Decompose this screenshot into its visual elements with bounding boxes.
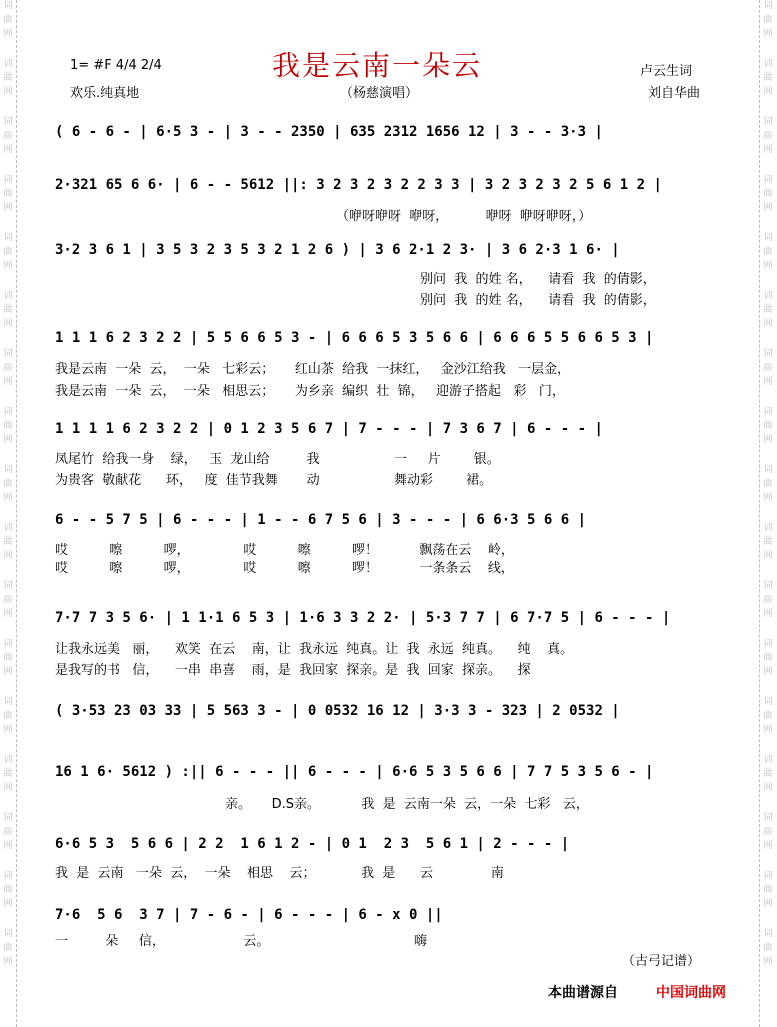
singer-credit: （杨慈演唱） (340, 86, 419, 101)
watermark-char: 网 (763, 609, 773, 619)
watermark-char: 曲 (3, 479, 13, 489)
watermark-char: 曲 (763, 711, 773, 721)
score-line-2: 2·321 65 6 6· | 6 - - 5612 ||: 3 2 3 2 3 2 2 3 3 | 3 2 3 2 3 2 5 6 1 2 | (55, 177, 662, 193)
watermark-char: 曲 (763, 653, 773, 663)
score-line-5: 1 1 1 1 6 2 3 2 2 | 0 1 2 3 5 6 7 | 7 - - - | 7 3 6 7 | 6 - - - | (55, 421, 603, 437)
watermark-char: 曲 (763, 537, 773, 547)
watermark-char: 网 (763, 841, 773, 851)
watermark-char: 词 (763, 59, 773, 69)
watermark-char: 词 (3, 407, 13, 417)
lyric-line: 是我写的书 信， 一串 串喜 雨，是 我回家 探亲。是 我 回家 探亲。 探 (55, 663, 531, 678)
lyric-line: 别问 我 的姓 名， 请看 我 的倩影， (420, 293, 656, 308)
watermark-char: 曲 (763, 479, 773, 489)
watermark-char: 网 (763, 319, 773, 329)
watermark-char: 曲 (3, 305, 13, 315)
watermark-char: 网 (3, 29, 13, 39)
transcriber-credit: （古弓记谱） (622, 954, 701, 969)
score-line-11: 7·6 5 6 3 7 | 7 - 6 - | 6 - - - | 6 - x 0 || (55, 907, 443, 923)
lyric-line: 凤尾竹 给我一身 绿， 玉 龙山给 我 一 片 银。 (55, 452, 500, 467)
watermark-strip-left (0, 0, 17, 1027)
watermark-char: 网 (763, 145, 773, 155)
watermark-char: 网 (763, 725, 773, 735)
watermark-char: 曲 (763, 421, 773, 431)
watermark-char: 曲 (763, 131, 773, 141)
watermark-char: 曲 (3, 15, 13, 25)
watermark-char: 词 (3, 871, 13, 881)
watermark-char: 曲 (763, 885, 773, 895)
watermark-char: 词 (3, 59, 13, 69)
lyric-line: 别问 我 的姓 名， 请看 我 的倩影， (420, 272, 656, 287)
watermark-char: 词 (3, 523, 13, 533)
watermark-char: 网 (763, 29, 773, 39)
watermark-char: 网 (3, 493, 13, 503)
watermark-char: 词 (763, 697, 773, 707)
watermark-char: 网 (763, 667, 773, 677)
watermark-char: 曲 (3, 769, 13, 779)
watermark-char: 曲 (763, 363, 773, 373)
score-line-8: ( 3·53 23 03 33 | 5 563 3 - | 0 0532 16 12 | 3·3 3 - 323 | 2 0532 | (55, 703, 620, 719)
watermark-char: 词 (763, 871, 773, 881)
watermark-char: 词 (3, 813, 13, 823)
watermark-char: 曲 (763, 769, 773, 779)
watermark-char: 词 (3, 175, 13, 185)
lyric-line: 我是云南 一朵 云， 一朵 七彩云； 红山茶 给我 一抹红， 金沙江给我 一层金， (55, 362, 571, 377)
watermark-char: 词 (763, 349, 773, 359)
watermark-char: 网 (3, 899, 13, 909)
watermark-char: 曲 (3, 73, 13, 83)
watermark-char: 网 (3, 377, 13, 387)
watermark-char: 曲 (3, 711, 13, 721)
lyric-line: 哎 嚓 啰， 哎 嚓 啰！ 一条条云 线， (55, 561, 514, 576)
watermark-char: 曲 (763, 305, 773, 315)
watermark-char: 词 (763, 639, 773, 649)
watermark-char: 词 (3, 929, 13, 939)
score-line-1: ( 6 - 6 - | 6·5 3 - | 3 - - 2350 | 635 2312 1656 12 | 3 - - 3·3 | (55, 124, 603, 140)
watermark-char: 曲 (763, 247, 773, 257)
score-line-4: 1 1 1 6 2 3 2 2 | 5 5 6 6 5 3 - | 6 6 6 5 3 5 6 6 | 6 6 6 5 5 6 6 5 3 | (55, 330, 654, 346)
watermark-char: 网 (763, 899, 773, 909)
watermark-char: 网 (763, 783, 773, 793)
watermark-char: 网 (3, 551, 13, 561)
watermark-char: 网 (3, 145, 13, 155)
watermark-char: 词 (763, 465, 773, 475)
watermark-char: 网 (3, 667, 13, 677)
lyric-line: 我是云南 一朵 云， 一朵 相思云； 为乡亲 编织 壮 锦， 迎游子搭起 彩 门， (55, 384, 565, 399)
watermark-char: 网 (763, 957, 773, 967)
score-line-6: 6 - - 5 7 5 | 6 - - - | 1 - - 6 7 5 6 | 3 - - - | 6 6·3 5 6 6 | (55, 512, 587, 528)
watermark-char: 网 (3, 319, 13, 329)
watermark-char: 网 (3, 261, 13, 271)
watermark-char: 曲 (763, 827, 773, 837)
watermark-char: 词 (3, 581, 13, 591)
watermark-char: 词 (3, 349, 13, 359)
watermark-char: 曲 (3, 421, 13, 431)
page-title: 我是云南一朵云 (272, 49, 483, 82)
watermark-char: 词 (3, 697, 13, 707)
watermark-char: 曲 (3, 247, 13, 257)
watermark-char: 词 (763, 117, 773, 127)
watermark-char: 网 (3, 783, 13, 793)
watermark-char: 词 (763, 1, 773, 11)
score-line-10: 6·6 5 3 5 6 6 | 2 2 1 6 1 2 - | 0 1 2 3 5 6 1 | 2 - - - | (55, 836, 570, 852)
watermark-char: 网 (3, 609, 13, 619)
watermark-char: 词 (3, 465, 13, 475)
watermark-char: 曲 (763, 189, 773, 199)
watermark-char: 曲 (3, 189, 13, 199)
watermark-char: 词 (763, 175, 773, 185)
lyric-line: 我 是 云南 一朵 云， 一朵 相思 云； 我 是 云 南 (55, 866, 504, 881)
tempo-marking: 欢乐.纯真地 (70, 86, 140, 101)
watermark-char: 词 (3, 1, 13, 11)
watermark-char: 网 (763, 435, 773, 445)
watermark-char: 词 (763, 581, 773, 591)
lyric-line: 一 朵 信， 云。 嗨 (55, 934, 427, 949)
watermark-char: 网 (763, 261, 773, 271)
watermark-char: 曲 (3, 537, 13, 547)
watermark-char: 词 (763, 523, 773, 533)
watermark-char: 网 (3, 203, 13, 213)
source-label: 本曲谱源自 (548, 985, 618, 1001)
watermark-char: 曲 (763, 73, 773, 83)
watermark-char: 词 (763, 407, 773, 417)
watermark-char: 曲 (763, 595, 773, 605)
watermark-char: 词 (763, 813, 773, 823)
watermark-char: 曲 (3, 885, 13, 895)
watermark-char: 词 (763, 291, 773, 301)
watermark-char: 网 (763, 551, 773, 561)
watermark-char: 曲 (3, 131, 13, 141)
watermark-char: 曲 (3, 943, 13, 953)
lyric-line: 让我永远美 丽， 欢笑 在云 南，让 我永远 纯真。让 我 永远 纯真。 纯 真。 (55, 642, 574, 657)
lyric-line: 亲。 D.S亲。 我 是 云南一朵 云，一朵 七彩 云， (225, 797, 589, 812)
watermark-char: 网 (763, 377, 773, 387)
watermark-char: 曲 (3, 595, 13, 605)
watermark-char: 词 (3, 233, 13, 243)
watermark-strip-right (759, 0, 776, 1027)
watermark-char: 网 (3, 435, 13, 445)
watermark-char: 词 (763, 233, 773, 243)
watermark-char: 词 (3, 291, 13, 301)
watermark-char: 曲 (3, 653, 13, 663)
watermark-char: 网 (3, 957, 13, 967)
watermark-char: 词 (3, 117, 13, 127)
source-site-link[interactable]: 中国词曲网 (656, 985, 726, 1001)
score-line-3: 3·2 3 6 1 | 3 5 3 2 3 5 3 2 1 2 6 ) | 3 6 2·1 2 3· | 3 6 2·3 1 6· | (55, 242, 620, 258)
score-line-9: 16 1 6· 5612 ) :|| 6 - - - || 6 - - - | 6·6 5 3 5 6 6 | 7 7 5 3 5 6 - | (55, 764, 654, 780)
lyric-line: 哎 嚓 啰， 哎 嚓 啰！ 飘荡在云 岭， (55, 543, 514, 558)
lyric-line: 为贵客 敬献花 环， 度 佳节我舞 动 舞动彩 裙。 (55, 473, 493, 488)
watermark-char: 网 (3, 841, 13, 851)
lyricist-credit: 卢云生词 (640, 64, 693, 79)
watermark-char: 词 (763, 755, 773, 765)
key-signature: 1= #F 4/4 2/4 (70, 58, 162, 73)
score-line-7: 7·7 7 3 5 6· | 1 1·1 6 5 3 | 1·6 3 3 2 2· | 5·3 7 7 | 6 7·7 5 | 6 - - - | (55, 610, 671, 626)
watermark-char: 词 (763, 929, 773, 939)
watermark-char: 网 (763, 493, 773, 503)
watermark-char: 网 (763, 203, 773, 213)
composer-credit: 刘自华曲 (648, 86, 701, 101)
watermark-char: 网 (763, 87, 773, 97)
watermark-char: 网 (3, 725, 13, 735)
watermark-char: 曲 (3, 363, 13, 373)
watermark-char: 词 (3, 755, 13, 765)
watermark-char: 曲 (763, 15, 773, 25)
watermark-char: 曲 (3, 827, 13, 837)
watermark-char: 网 (3, 87, 13, 97)
watermark-char: 词 (3, 639, 13, 649)
lyric-line: （咿呀咿呀 咿呀， 咿呀 咿呀咿呀，） (336, 209, 592, 224)
watermark-char: 曲 (763, 943, 773, 953)
